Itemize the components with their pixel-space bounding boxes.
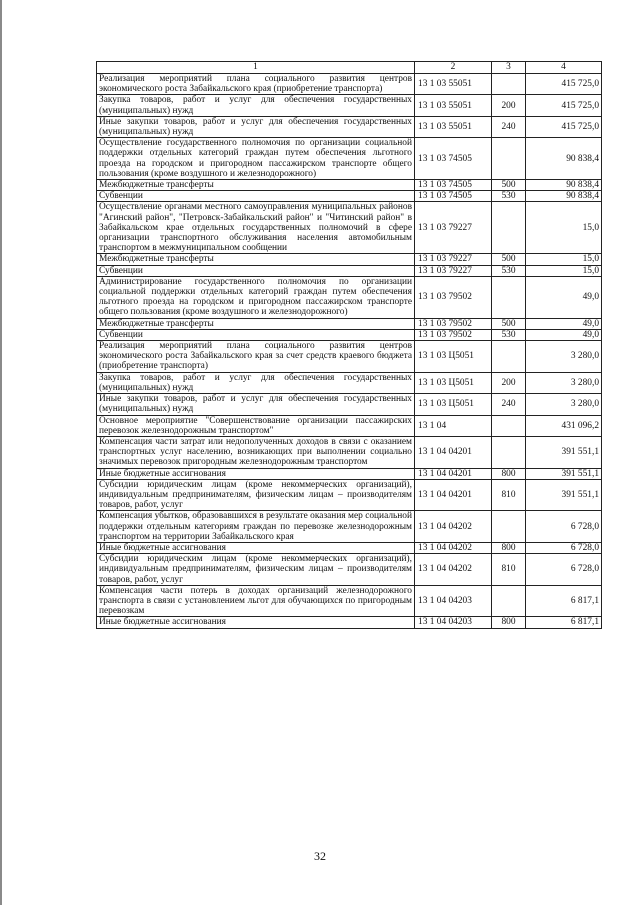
table-row <box>97 479 602 511</box>
table-row <box>97 617 602 628</box>
row-vr: 500 <box>492 318 526 329</box>
row-vr <box>492 276 526 318</box>
table-row <box>97 74 602 95</box>
row-name: Субвенции <box>97 191 415 202</box>
row-code: 13 1 04 04201 <box>415 436 492 468</box>
row-vr: 530 <box>492 191 526 202</box>
row-code: 13 1 03 74505 <box>415 138 492 180</box>
row-code: 13 1 03 Ц5051 <box>415 372 492 393</box>
row-code: 13 1 04 <box>415 415 492 436</box>
row-code: 13 1 03 55051 <box>415 116 492 137</box>
row-sum: 431 096,2 <box>526 415 602 436</box>
row-code: 13 1 03 Ц5051 <box>415 394 492 415</box>
row-code: 13 1 03 55051 <box>415 95 492 116</box>
row-vr <box>492 74 526 95</box>
row-vr <box>492 202 526 254</box>
row-sum: 415 725,0 <box>526 74 602 95</box>
row-vr: 800 <box>492 468 526 479</box>
row-vr <box>492 511 526 543</box>
row-name: Администрирование государственного полномочия по организации социальной поддержки отдельных категорий граждан путем обеспечения льготного проезда на городском и пригородном пассажирском транспорте общего пользования (кроме воздушного и железнодорожного) <box>97 276 415 318</box>
table-row <box>97 329 602 340</box>
table-row <box>97 202 602 254</box>
table-row <box>97 265 602 276</box>
table-row <box>97 116 602 137</box>
row-vr <box>492 585 526 617</box>
table-row <box>97 276 602 318</box>
row-sum: 391 551,1 <box>526 479 602 511</box>
row-sum: 90 838,4 <box>526 138 602 180</box>
row-name: Компенсация убытков, образовавшихся в результате оказания мер социальной поддержки отдельным категориям граждан по перевозке железнодорожным транспортом на территории Забайкальского края <box>97 511 415 543</box>
table-row <box>97 372 602 393</box>
header-row <box>97 62 602 74</box>
table-row <box>97 415 602 436</box>
row-sum: 415 725,0 <box>526 116 602 137</box>
row-sum: 6 817,1 <box>526 617 602 628</box>
row-sum: 90 838,4 <box>526 180 602 191</box>
row-name: Субвенции <box>97 265 415 276</box>
table-row <box>97 341 602 373</box>
header-col-3: 3 <box>492 62 526 74</box>
row-name: Субсидии юридическим лицам (кроме некоммерческих организаций), индивидуальным предпринимателям, физическим лицам – производителям товаров, работ, услуг <box>97 479 415 511</box>
row-sum: 49,0 <box>526 329 602 340</box>
budget-table <box>96 61 602 629</box>
row-code: 13 1 03 79502 <box>415 276 492 318</box>
table-row <box>97 468 602 479</box>
table-row <box>97 95 602 116</box>
row-code: 13 1 03 79502 <box>415 318 492 329</box>
row-sum: 15,0 <box>526 265 602 276</box>
row-sum: 49,0 <box>526 276 602 318</box>
row-name: Осуществление органами местного самоуправления муниципальных районов "Агинский район", "Петровск-Забайкальский район" и "Читинский район" в Забайкальском крае отдельных государственных полномочий в сфере организации транспортного обслуживания населения автомобильным транспортом в межмуниципальном сообщении <box>97 202 415 254</box>
row-code: 13 1 04 04202 <box>415 554 492 586</box>
row-name: Иные бюджетные ассигнования <box>97 542 415 553</box>
row-vr: 240 <box>492 116 526 137</box>
table-row <box>97 254 602 265</box>
row-name: Осуществление государственного полномочия по организации социальной поддержки отдельных категорий граждан путем обеспечения льготного проезда на городском и пригородном пассажирском транспорте общего пользования (кроме воздушного и железнодорожного) <box>97 138 415 180</box>
row-sum: 6 728,0 <box>526 554 602 586</box>
row-name: Иные бюджетные ассигнования <box>97 468 415 479</box>
table-row <box>97 436 602 468</box>
row-code: 13 1 04 04202 <box>415 511 492 543</box>
row-name: Межбюджетные трансферты <box>97 254 415 265</box>
row-code: 13 1 03 Ц5051 <box>415 341 492 373</box>
row-vr: 800 <box>492 542 526 553</box>
row-sum: 3 280,0 <box>526 372 602 393</box>
row-name: Основное мероприятие "Совершенствование организации пассажирских перевозок железнодорожным транспортом" <box>97 415 415 436</box>
row-name: Реализация мероприятий плана социального развития центров экономического роста Забайкальского края (приобретение транспорта) <box>97 74 415 95</box>
row-sum: 415 725,0 <box>526 95 602 116</box>
row-name: Реализация мероприятий плана социального развития центров экономического роста Забайкальского края за счет средств краевого бюджета (приобретение транспорта) <box>97 341 415 373</box>
row-vr <box>492 138 526 180</box>
row-sum: 6 817,1 <box>526 585 602 617</box>
row-code: 13 1 04 04203 <box>415 585 492 617</box>
row-code: 13 1 03 79227 <box>415 265 492 276</box>
row-sum: 3 280,0 <box>526 394 602 415</box>
table-row <box>97 542 602 553</box>
row-sum: 15,0 <box>526 202 602 254</box>
row-name: Межбюджетные трансферты <box>97 180 415 191</box>
row-vr: 500 <box>492 254 526 265</box>
header-col-4: 4 <box>526 62 602 74</box>
row-name: Субсидии юридическим лицам (кроме некоммерческих организаций), индивидуальным предпринимателям, физическим лицам – производителям товаров, работ, услуг <box>97 554 415 586</box>
scan-edge <box>0 0 2 905</box>
row-vr <box>492 436 526 468</box>
row-vr: 530 <box>492 265 526 276</box>
table-row <box>97 138 602 180</box>
row-vr <box>492 341 526 373</box>
row-vr: 810 <box>492 479 526 511</box>
table-row <box>97 394 602 415</box>
row-sum: 391 551,1 <box>526 468 602 479</box>
row-sum: 6 728,0 <box>526 511 602 543</box>
table-body <box>97 74 602 629</box>
row-name: Компенсация части потерь в доходах организаций железнодорожного транспорта в связи с установлением льгот для обучающихся по пригородным перевозкам <box>97 585 415 617</box>
row-name: Закупка товаров, работ и услуг для обеспечения государственных (муниципальных) нужд <box>97 372 415 393</box>
row-vr: 200 <box>492 372 526 393</box>
row-code: 13 1 03 74505 <box>415 180 492 191</box>
row-sum: 49,0 <box>526 318 602 329</box>
row-code: 13 1 03 55051 <box>415 74 492 95</box>
table-row <box>97 554 602 586</box>
row-vr: 800 <box>492 617 526 628</box>
row-sum: 6 728,0 <box>526 542 602 553</box>
table-row <box>97 511 602 543</box>
row-code: 13 1 04 04201 <box>415 479 492 511</box>
row-name: Иные закупки товаров, работ и услуг для обеспечения государственных (муниципальных) нужд <box>97 394 415 415</box>
row-vr: 200 <box>492 95 526 116</box>
row-code: 13 1 03 79227 <box>415 202 492 254</box>
row-vr <box>492 415 526 436</box>
row-sum: 3 280,0 <box>526 341 602 373</box>
header-col-2: 2 <box>415 62 492 74</box>
row-code: 13 1 04 04201 <box>415 468 492 479</box>
header-col-1: 1 <box>97 62 415 74</box>
row-code: 13 1 04 04202 <box>415 542 492 553</box>
page-number: 32 <box>314 849 326 863</box>
row-code: 13 1 04 04203 <box>415 617 492 628</box>
table-row <box>97 318 602 329</box>
row-vr: 500 <box>492 180 526 191</box>
row-name: Иные закупки товаров, работ и услуг для обеспечения государственных (муниципальных) нужд <box>97 116 415 137</box>
row-vr: 810 <box>492 554 526 586</box>
row-code: 13 1 03 79227 <box>415 254 492 265</box>
row-name: Субвенции <box>97 329 415 340</box>
table-row <box>97 585 602 617</box>
row-sum: 15,0 <box>526 254 602 265</box>
table-row <box>97 180 602 191</box>
row-code: 13 1 03 74505 <box>415 191 492 202</box>
row-vr: 240 <box>492 394 526 415</box>
row-sum: 90 838,4 <box>526 191 602 202</box>
row-name: Иные бюджетные ассигнования <box>97 617 415 628</box>
row-name: Закупка товаров, работ и услуг для обеспечения государственных (муниципальных) нужд <box>97 95 415 116</box>
row-code: 13 1 03 79502 <box>415 329 492 340</box>
row-sum: 391 551,1 <box>526 436 602 468</box>
row-name: Межбюджетные трансферты <box>97 318 415 329</box>
table-row <box>97 191 602 202</box>
row-name: Компенсация части затрат или недополученных доходов в связи с оказанием транспортных услуг населению, возникающих при выполнении социально значимых перевозок пригородным железнодорожным транспортом <box>97 436 415 468</box>
row-vr: 530 <box>492 329 526 340</box>
